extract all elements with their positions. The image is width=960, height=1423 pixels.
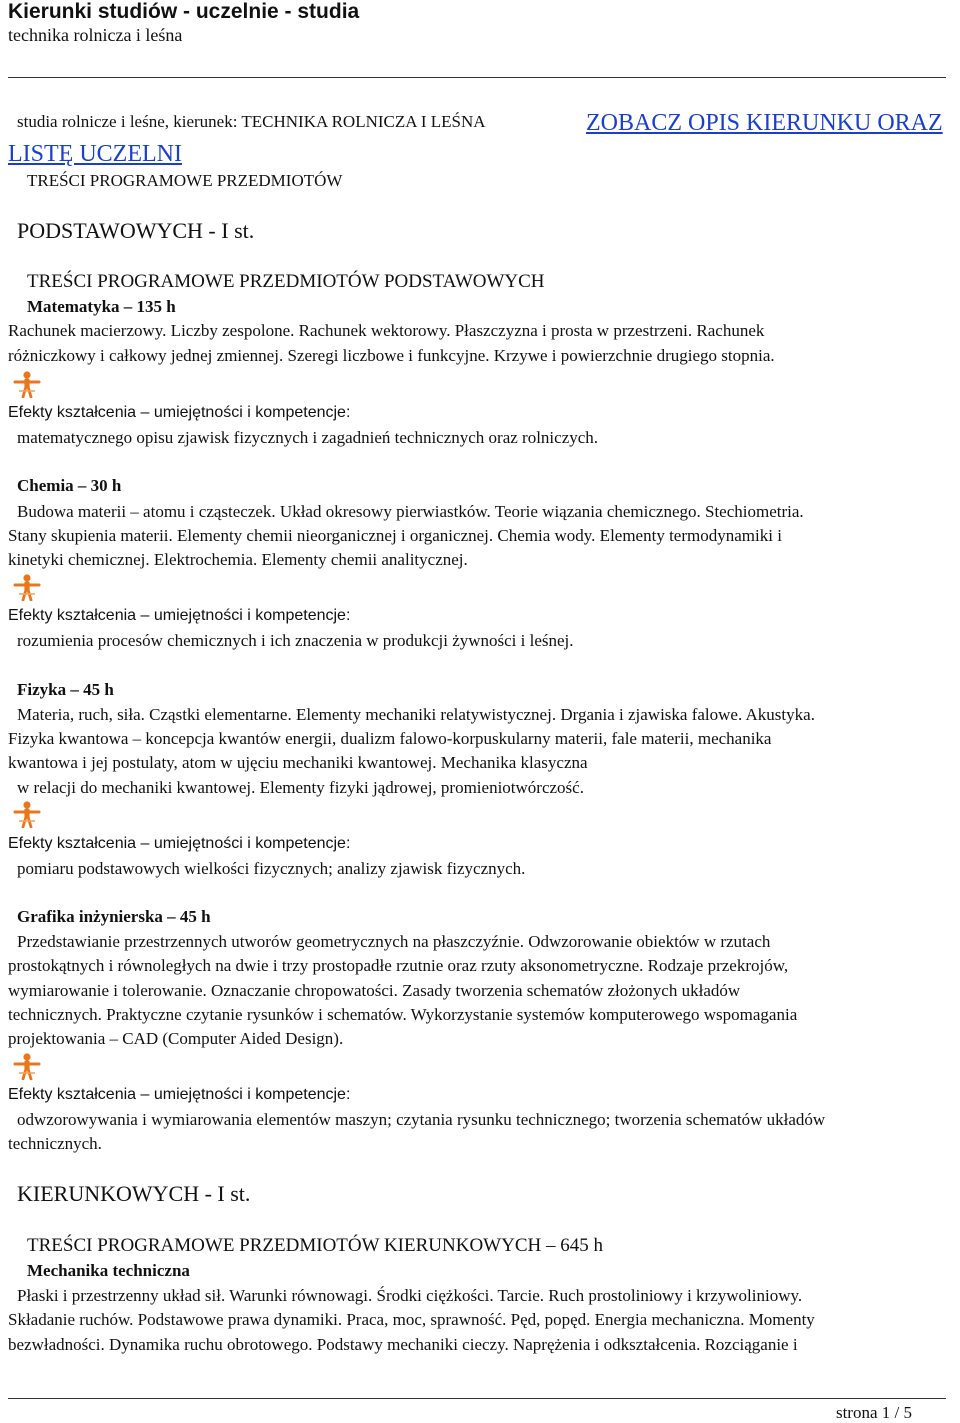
header-divider [8, 77, 946, 78]
page-number: strona 1 / 5 [835, 1403, 912, 1422]
section-heading-major: KIERUNKOWYCH - I st. [17, 1181, 251, 1206]
subject-description-line: różniczkowy i całkowy jednej zmiennej. Szeregi liczbowe i funkcyjne. Krzywe i powierzchnie drugiego stopnia. [8, 346, 775, 365]
subject-description-line: Płaski i przestrzenny układ sił. Warunki równowagi. Środki ciężkości. Tarcie. Ruch prostoliniowy i krzywoliniowy. [17, 1286, 803, 1305]
subject-description-line: w relacji do mechaniki kwantowej. Elementy fizyki jądrowej, promieniotwórczość. [17, 778, 584, 797]
subject-description-line: projektowania – CAD (Computer Aided Design). [8, 1029, 344, 1048]
effects-label: Efekty kształcenia – umiejętności i kompetencje: [8, 1086, 351, 1103]
subject-description-line: Budowa materii – atomu i cząsteczek. Układ okresowy pierwiastków. Teorie wiązania chemicznego. Stechiometria. [17, 502, 804, 521]
subject-title: Grafika inżynierska – 45 h [17, 907, 211, 926]
document-title: Kierunki studiów - uczelnie - studia [8, 0, 360, 23]
subject-description-line: kinetyki chemicznej. Elektrochemia. Elementy chemii analitycznej. [8, 550, 468, 569]
figure-bullet-icon [12, 1052, 42, 1080]
section-heading-basic-1: TREŚCI PROGRAMOWE PRZEDMIOTÓW [27, 171, 343, 190]
footer-divider [8, 1398, 946, 1399]
basic-group-title: TREŚCI PROGRAMOWE PRZEDMIOTÓW PODSTAWOWYCH [27, 271, 545, 292]
subject-title: Mechanika techniczna [27, 1261, 190, 1280]
intro-lead: studia rolnicze i leśne, kierunek: TECHNIKA ROLNICZA I LEŚNA [17, 112, 486, 131]
figure-bullet-icon [12, 573, 42, 601]
subject-description-line: bezwładności. Dynamika ruchu obrotowego. Podstawy mechaniki cieczy. Naprężenia i odkształcenia. Rozciąganie i [8, 1335, 798, 1354]
subject-title: Fizyka – 45 h [17, 680, 114, 699]
effects-label: Efekty kształcenia – umiejętności i kompetencje: [8, 835, 351, 852]
effects-text: odwzorowywania i wymiarowania elementów maszyn; czytania rysunku technicznego; tworzenia schematów układów [17, 1110, 826, 1129]
subject-title: Matematyka – 135 h [27, 297, 176, 316]
section-heading-basic-2: PODSTAWOWYCH - I st. [17, 218, 255, 243]
major-group-title: TREŚCI PROGRAMOWE PRZEDMIOTÓW KIERUNKOWYCH – 645 h [27, 1235, 603, 1256]
figure-bullet-icon [12, 800, 42, 828]
subject-description-line: Składanie ruchów. Podstawowe prawa dynamiki. Praca, moc, sprawność. Pęd, popęd. Energia mechaniczna. Momenty [8, 1310, 815, 1329]
subject-description-line: Przedstawianie przestrzennych utworów geometrycznych na płaszczyźnie. Odwzorowanie obiektów w rzutach [17, 932, 771, 951]
figure-bullet-icon [12, 370, 42, 398]
subject-description-line: prostokątnych i równoległych na dwie i trzy prostopadłe rzutnie oraz rzuty aksonometryczne. Rodzaje przekrojów, [8, 956, 789, 975]
effects-text: technicznych. [8, 1134, 102, 1153]
effects-text: pomiaru podstawowych wielkości fizycznych; analizy zjawisk fizycznych. [17, 859, 526, 878]
effects-text: rozumienia procesów chemicznych i ich znaczenia w produkcji żywności i leśnej. [17, 631, 574, 650]
subject-description-line: Materia, ruch, siła. Cząstki elementarne. Elementy mechaniki relatywistycznej. Drgania i zjawiska falowe. Akustyka. [17, 705, 815, 724]
effects-label: Efekty kształcenia – umiejętności i kompetencje: [8, 607, 351, 624]
subject-description-line: Fizyka kwantowa – koncepcja kwantów energii, dualizm falowo-korpuskularny materii, fale materii, mechanika [8, 729, 772, 748]
course-universities-link[interactable]: LISTĘ UCZELNI [8, 141, 182, 167]
subject-description-line: kwantowa i jej postulaty, atom w ujęciu mechaniki kwantowej. Mechanika klasyczna [8, 753, 588, 772]
subject-description-line: wymiarowanie i tolerowanie. Oznaczanie chropowatości. Zasady tworzenia schematów złożonych układów [8, 981, 741, 1000]
subject-description-line: Stany skupienia materii. Elementy chemii nieorganicznej i organicznej. Chemia wody. Elementy termodynamiki i [8, 526, 782, 545]
subject-description-line: technicznych. Praktyczne czytanie rysunków i schematów. Wykorzystanie systemów komputerowego wspomagania [8, 1005, 798, 1024]
subject-title: Chemia – 30 h [17, 476, 122, 495]
document-subtitle: technika rolnicza i leśna [8, 25, 183, 45]
effects-label: Efekty kształcenia – umiejętności i kompetencje: [8, 404, 351, 421]
course-description-link[interactable]: ZOBACZ OPIS KIERUNKU ORAZ [586, 110, 943, 136]
effects-text: matematycznego opisu zjawisk fizycznych i zagadnień technicznych oraz rolniczych. [17, 428, 599, 447]
subject-description-line: Rachunek macierzowy. Liczby zespolone. Rachunek wektorowy. Płaszczyzna i prosta w przestrzeni. Rachunek [8, 321, 765, 340]
